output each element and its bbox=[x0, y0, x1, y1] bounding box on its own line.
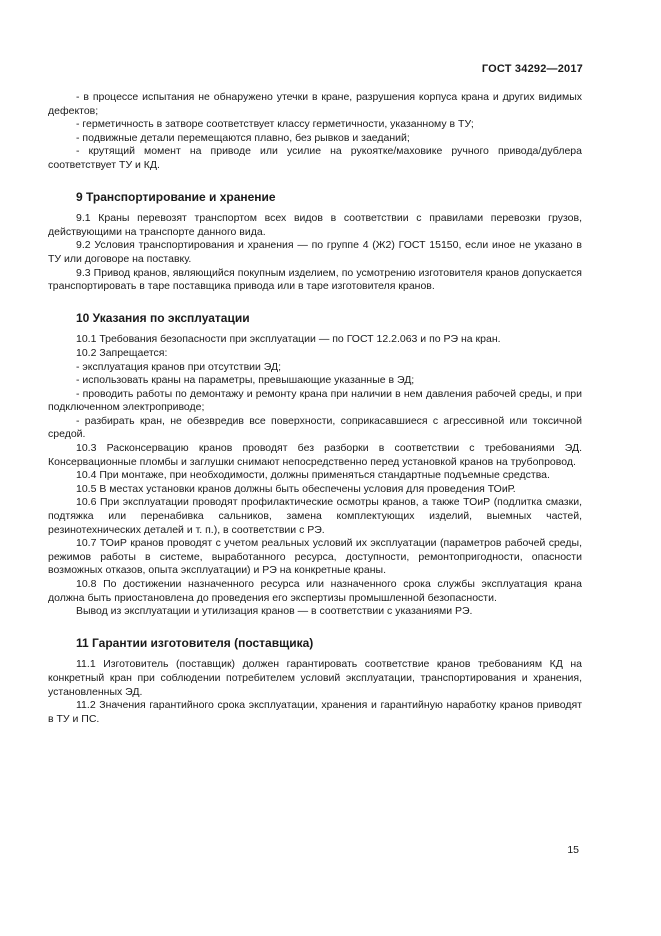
paragraph: 9.3 Привод кранов, являющийся покупным изделием, по усмотрению изготовителя кранов допускается транспортировать в таре поставщика привода или в таре изготовителя кранов. bbox=[48, 266, 582, 293]
paragraph: 10.1 Требования безопасности при эксплуатации — по ГОСТ 12.2.063 и по РЭ на кран. bbox=[76, 333, 501, 346]
paragraph: 10.7 ТОиР кранов проводят с учетом реальных условий их эксплуатации (параметров рабочей среды, режимов работы в системе, выработанного ресурса, доступности, ремонтопригодности, опасности возможных отказов, опыта эксплуатации) и РЭ на конкретные краны. bbox=[48, 537, 582, 577]
paragraph: - в процессе испытания не обнаружено утечки в кране, разрушения корпуса крана и других видимых дефектов; bbox=[48, 91, 582, 117]
paragraph: 11.2 Значения гарантийного срока эксплуатации, хранения и гарантийную наработку кранов приводят в ТУ и ПС. bbox=[48, 699, 582, 725]
paragraph: 10.2 Запрещается: bbox=[76, 346, 168, 359]
paragraph: 9.1 Краны перевозят транспортом всех видов в соответствии с правилами перевозки грузов, действующими на транспорте данного вида. bbox=[48, 212, 582, 238]
paragraph: 10.5 В местах установки кранов должны быть обеспечены условия для проведения ТОиР. bbox=[76, 482, 516, 495]
paragraph: 10.4 При монтаже, при необходимости, должны применяться стандартные подъемные средства. bbox=[76, 469, 550, 482]
paragraph: 10.6 При эксплуатации проводят профилактические осмотры кранов, а также ТОиР (подлитка смазки, подтяжка или перенабивка сальников, замена комплектующих изделий, выемных частей, резинотехнических деталей и т. п.), в соответствии с РЭ. bbox=[48, 496, 582, 536]
paragraph: 10.8 По достижении назначенного ресурса или назначенного срока службы эксплуатация крана должна быть приостановлена до проведения его экспертизы промышленной безопасности. bbox=[48, 578, 582, 604]
standard-number: ГОСТ 34292—2017 bbox=[481, 63, 583, 75]
paragraph: 11.1 Изготовитель (поставщик) должен гарантировать соответствие кранов требованиям КД на конкретный кран при соблюдении потребителем условий эксплуатации, транспортирования и хранения, установленных ЭД. bbox=[48, 658, 582, 698]
paragraph: - проводить работы по демонтажу и ремонту крана при наличии в нем давления рабочей среды, и при подключенном электроприводе; bbox=[48, 387, 582, 414]
paragraph: - герметичность в затворе соответствует классу герметичности, указанному в ТУ; bbox=[76, 118, 474, 131]
paragraph: - эксплуатация кранов при отсутствии ЭД; bbox=[76, 360, 282, 373]
section-heading: 10 Указания по эксплуатации bbox=[76, 310, 250, 325]
paragraph: 10.3 Расконсервацию кранов проводят без разборки в соответствии с требованиями ЭД. Консервационные пломбы и заглушки снимают непосредственно перед установкой кранов на трубопровод. bbox=[48, 442, 582, 468]
section-heading: 9 Транспортирование и хранение bbox=[76, 189, 276, 204]
page-number: 15 bbox=[567, 844, 579, 856]
paragraph: - использовать краны на параметры, превышающие указанные в ЭД; bbox=[76, 374, 415, 387]
paragraph: - крутящий момент на приводе или усилие на рукоятке/маховике ручного привода/дублера соответствует ТУ и КД. bbox=[48, 145, 582, 171]
paragraph: - разбирать кран, не обезвредив все поверхности, соприкасавшиеся с агрессивной или токсичной средой. bbox=[48, 414, 582, 441]
paragraph: - подвижные детали перемещаются плавно, без рывков и заеданий; bbox=[76, 131, 410, 144]
section-heading: 11 Гарантии изготовителя (поставщика) bbox=[76, 635, 314, 650]
paragraph: Вывод из эксплуатации и утилизация кранов — в соответствии с указаниями РЭ. bbox=[76, 605, 473, 618]
document-body bbox=[48, 91, 582, 726]
paragraph: 9.2 Условия транспортирования и хранения — по группе 4 (Ж2) ГОСТ 15150, если иное не указано в ТУ или договоре на поставку. bbox=[48, 239, 582, 265]
